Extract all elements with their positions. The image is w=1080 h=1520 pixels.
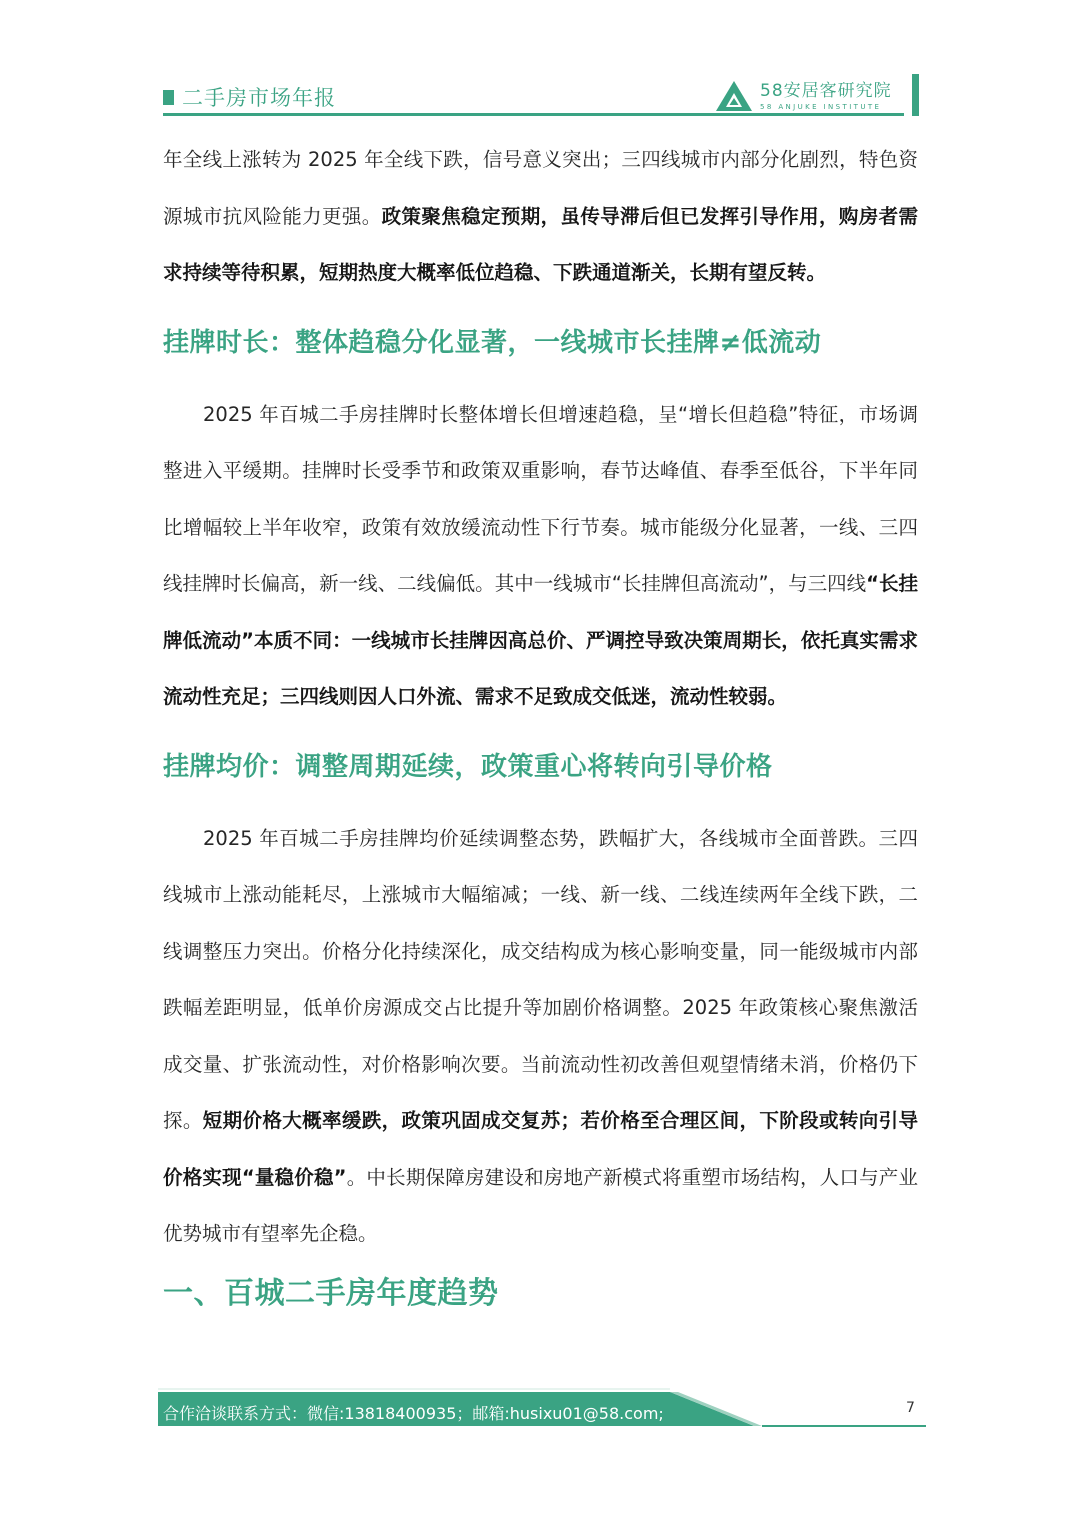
page-number: 7 <box>906 1400 915 1416</box>
header-square-marker <box>163 90 174 105</box>
report-title: 二手房市场年报 <box>182 86 336 110</box>
logo-chinese-name: 58安居客研究院 <box>760 81 892 101</box>
section-heading-listing-duration: 挂牌时长：整体趋稳分化显著，一线城市长挂牌≠低流动 <box>163 327 822 358</box>
listing-price-paragraph <box>163 811 918 1263</box>
logo-english-name: 58 ANJUKE INSTITUTE <box>760 103 882 111</box>
report-header <box>163 82 336 112</box>
listing-duration-paragraph <box>163 387 918 726</box>
footer-contact-banner <box>158 1386 928 1430</box>
listing-price-tail-text: 。中长期保障房建设和房地产新模式将重塑市场结构，人口与产业优势城市有望率先企稳。 <box>163 1165 918 1245</box>
listing-duration-bold-text: “长挂牌低流动”本质不同：一线城市长挂牌因高总价、严调控导致决策周期长，依托真实需求流动性充足；三四线则因人口外流、需求不足致成交低迷，流动性较弱。 <box>163 572 918 708</box>
intro-bold-text: 政策聚焦稳定预期，虽传导滞后但已发挥引导作用，购房者需求持续等待积累，短期热度大概率低位趋稳、下跌通道渐关，长期有望反转。 <box>163 204 918 284</box>
triangle-logo-icon <box>714 79 754 113</box>
intro-paragraph <box>163 132 918 302</box>
section-heading-listing-price: 挂牌均价：调整周期延续，政策重心将转向引导价格 <box>163 751 773 782</box>
listing-duration-text: 2025 年百城二手房挂牌时长整体增长但增速趋稳，呈“增长但趋稳”特征，市场调整进入平缓期。挂牌时长受季节和政策双重影响，春节达峰值、春季至低谷，下半年同比增幅较上半年收窄，政策有效放缓流动性下行节奏。城市能级分化显著，一线、三四线挂牌时长偏高，新一线、二线偏低。其中一线城市“长挂牌但高流动”，与三四线 <box>163 402 918 595</box>
intro-text: 年全线上涨转为 2025 年全线下跌，信号意义突出；三四线城市内部分化剧烈，特色资源城市抗风险能力更强。 <box>163 148 918 228</box>
page-content <box>163 132 918 1316</box>
header-accent-bar <box>912 74 919 116</box>
listing-price-bold-text: 短期价格大概率缓跌，政策巩固成交复苏；若价格至合理区间，下阶段或转向引导价格实现“量稳价稳” <box>163 1109 918 1189</box>
chapter-title: 一、百城二手房年度趋势 <box>163 1275 499 1311</box>
listing-price-text: 2025 年百城二手房挂牌均价延续调整态势，跌幅扩大，各线城市全面普跌。三四线城市上涨动能耗尽，上涨城市大幅缩减；一线、新一线、二线连续两年全线下跌，二线调整压力突出。价格分化持续深化，成交结构成为核心影响变量，同一能级城市内部跌幅差距明显，低单价房源成交占比提升等加剧价格调整。2025 年政策核心聚焦激活成交量、扩张流动性，对价格影响次要。当前流动性初改善但观望情绪未消，价格仍下探。 <box>163 826 918 1132</box>
header-rule <box>163 113 904 116</box>
footer-contact-text: 合作洽谈联系方式：微信:13818400935；邮箱:husixu01@58.com; <box>163 1404 664 1423</box>
institute-logo <box>714 79 892 113</box>
